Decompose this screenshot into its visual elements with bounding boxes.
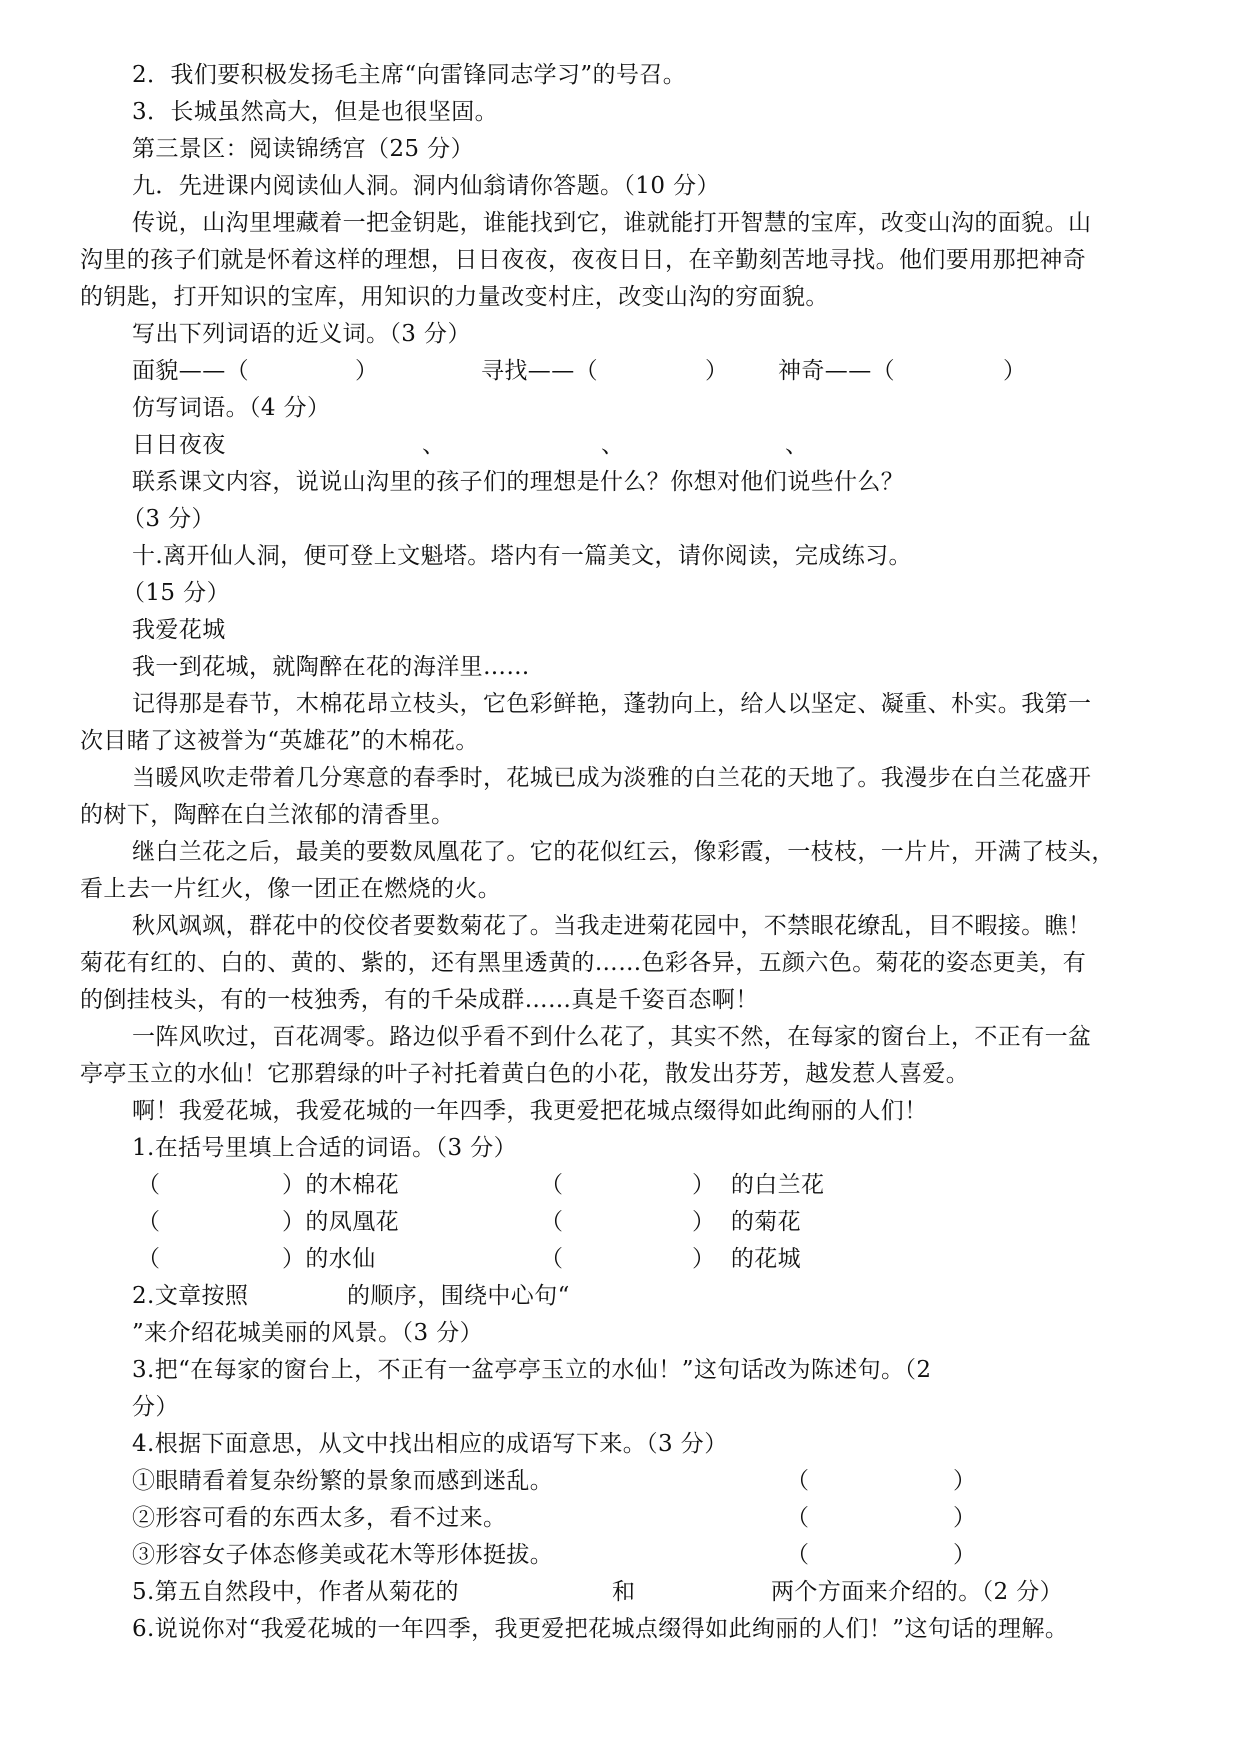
passage-line: 当暖风吹走带着几分寒意的春季时，花城已成为淡雅的白兰花的天地了。我漫步在白兰花盛开 <box>132 765 1092 791</box>
question-line: 和 <box>612 1579 636 1605</box>
passage-line: 的钥匙，打开知识的宝库，用知识的力量改变村庄，改变山沟的穷面貌。 <box>80 284 829 310</box>
passage-title: 我爱花城 <box>132 617 226 643</box>
paren-close: ） <box>953 1505 977 1531</box>
question-line: ”来介绍花城美丽的风景。（3 分） <box>132 1320 484 1346</box>
question-line: 3.把“在每家的窗台上，不正有一盆亭亭玉立的水仙！”这句话改为陈述句。（2 <box>132 1357 932 1383</box>
idiom-definition: ②形容可看的东西太多，看不过来。 <box>132 1505 507 1531</box>
passage-line: 一阵风吹过，百花凋零。路边似乎看不到什么花了，其实不然，在每家的窗台上，不正有一盆 <box>132 1024 1092 1050</box>
paren-open: （ <box>540 1172 564 1198</box>
fill-blank-suffix: ） 的花城 <box>692 1246 802 1272</box>
paren-open: （ <box>540 1246 564 1272</box>
question-line: 3．长城虽然高大，但是也很坚固。 <box>132 99 499 125</box>
section-heading: 第三景区：阅读锦绣宫（25 分） <box>132 136 474 162</box>
question-line: 5.第五自然段中，作者从菊花的 <box>132 1579 459 1605</box>
fill-blank-suffix: ） 的菊花 <box>692 1209 802 1235</box>
passage-line: 看上去一片红火，像一团正在燃烧的火。 <box>80 876 502 902</box>
question-line: （3 分） <box>122 506 215 532</box>
question-line: 两个方面来介绍的。（2 分） <box>771 1579 1064 1605</box>
word-prompt: 寻找——（ <box>481 358 598 384</box>
separator: 、 <box>422 432 446 458</box>
paren-close: ） <box>705 358 729 384</box>
question-line: 分） <box>132 1394 179 1420</box>
question-heading: 九．先进课内阅读仙人洞。洞内仙翁请你答题。（10 分） <box>132 173 720 199</box>
passage-line: 沟里的孩子们就是怀着这样的理想，日日夜夜，夜夜日日，在辛勤刻苦地寻找。他们要用那把神奇 <box>80 247 1087 273</box>
passage-line: 的树下，陶醉在白兰浓郁的清香里。 <box>80 802 455 828</box>
paren-open: （ <box>540 1209 564 1235</box>
fill-blank-suffix: ）的凤凰花 <box>282 1209 399 1235</box>
separator: 、 <box>785 432 809 458</box>
passage-line: 记得那是春节，木棉花昂立枝头，它色彩鲜艳，蓬勃向上，给人以坚定、凝重、朴实。我第一 <box>132 691 1092 717</box>
word-prompt: 神奇——（ <box>778 358 895 384</box>
paren-close: ） <box>953 1542 977 1568</box>
question-line: 写出下列词语的近义词。（3 分） <box>132 321 471 347</box>
fill-blank-suffix: ）的木棉花 <box>282 1172 399 1198</box>
passage-line: 继白兰花之后，最美的要数凤凰花了。它的花似红云，像彩霞，一枝枝，一片片，开满了枝头， <box>132 839 1115 865</box>
idiom-definition: ③形容女子体态修美或花木等形体挺拔。 <box>132 1542 554 1568</box>
paren-open: （ <box>137 1172 161 1198</box>
passage-line: 我一到花城，就陶醉在花的海洋里…… <box>132 654 530 680</box>
paren-close: ） <box>1003 358 1027 384</box>
paren-open: （ <box>137 1246 161 1272</box>
question-line: 联系课文内容，说说山沟里的孩子们的理想是什么？你想对他们说些什么？ <box>132 469 905 495</box>
passage-line: 次目睹了这被誉为“英雄花”的木棉花。 <box>80 728 479 754</box>
fill-blank-suffix: ） 的白兰花 <box>692 1172 825 1198</box>
question-line: 1.在括号里填上合适的词语。（3 分） <box>132 1135 517 1161</box>
word-example: 日日夜夜 <box>132 432 226 458</box>
question-line: 仿写词语。（4 分） <box>132 395 331 421</box>
paren-close: ） <box>355 358 379 384</box>
passage-line: 亭亭玉立的水仙！它那碧绿的叶子衬托着黄白色的小花，散发出芬芳，越发惹人喜爱。 <box>80 1061 970 1087</box>
passage-line: 啊！我爱花城，我爱花城的一年四季，我更爱把花城点缀得如此绚丽的人们！ <box>132 1098 928 1124</box>
passage-line: 秋风飒飒，群花中的佼佼者要数菊花了。当我走进菊花园中，不禁眼花缭乱，目不暇接。瞧！ <box>132 913 1092 939</box>
word-prompt: 面貌——（ <box>132 358 249 384</box>
paren-open: （ <box>137 1209 161 1235</box>
question-line: 的顺序，围绕中心句“ <box>347 1283 570 1309</box>
paren-close: ） <box>953 1468 977 1494</box>
idiom-definition: ①眼睛看着复杂纷繁的景象而感到迷乱。 <box>132 1468 554 1494</box>
question-line: 2．我们要积极发扬毛主席“向雷锋同志学习”的号召。 <box>132 62 687 88</box>
fill-blank-suffix: ）的水仙 <box>282 1246 376 1272</box>
paren-open: （ <box>786 1468 810 1494</box>
passage-line: 传说，山沟里埋藏着一把金钥匙，谁能找到它，谁就能打开智慧的宝库，改变山沟的面貌。山 <box>132 210 1092 236</box>
separator: 、 <box>601 432 625 458</box>
question-line: 6.说说你对“我爱花城的一年四季，我更爱把花城点缀得如此绚丽的人们！”这句话的理解。 <box>132 1616 1069 1642</box>
paren-open: （ <box>786 1542 810 1568</box>
question-line: 4.根据下面意思，从文中找出相应的成语写下来。（3 分） <box>132 1431 728 1457</box>
passage-line: 的倒挂枝头，有的一枝独秀，有的千朵成群……真是千姿百态啊！ <box>80 987 759 1013</box>
question-line: （15 分） <box>122 580 230 606</box>
passage-line: 菊花有红的、白的、黄的、紫的，还有黑里透黄的……色彩各异，五颜六色。菊花的姿态更美，有 <box>80 950 1087 976</box>
question-heading: 十.离开仙人洞，便可登上文魁塔。塔内有一篇美文，请你阅读，完成练习。 <box>132 543 912 569</box>
paren-open: （ <box>786 1505 810 1531</box>
question-line: 2.文章按照 <box>132 1283 249 1309</box>
